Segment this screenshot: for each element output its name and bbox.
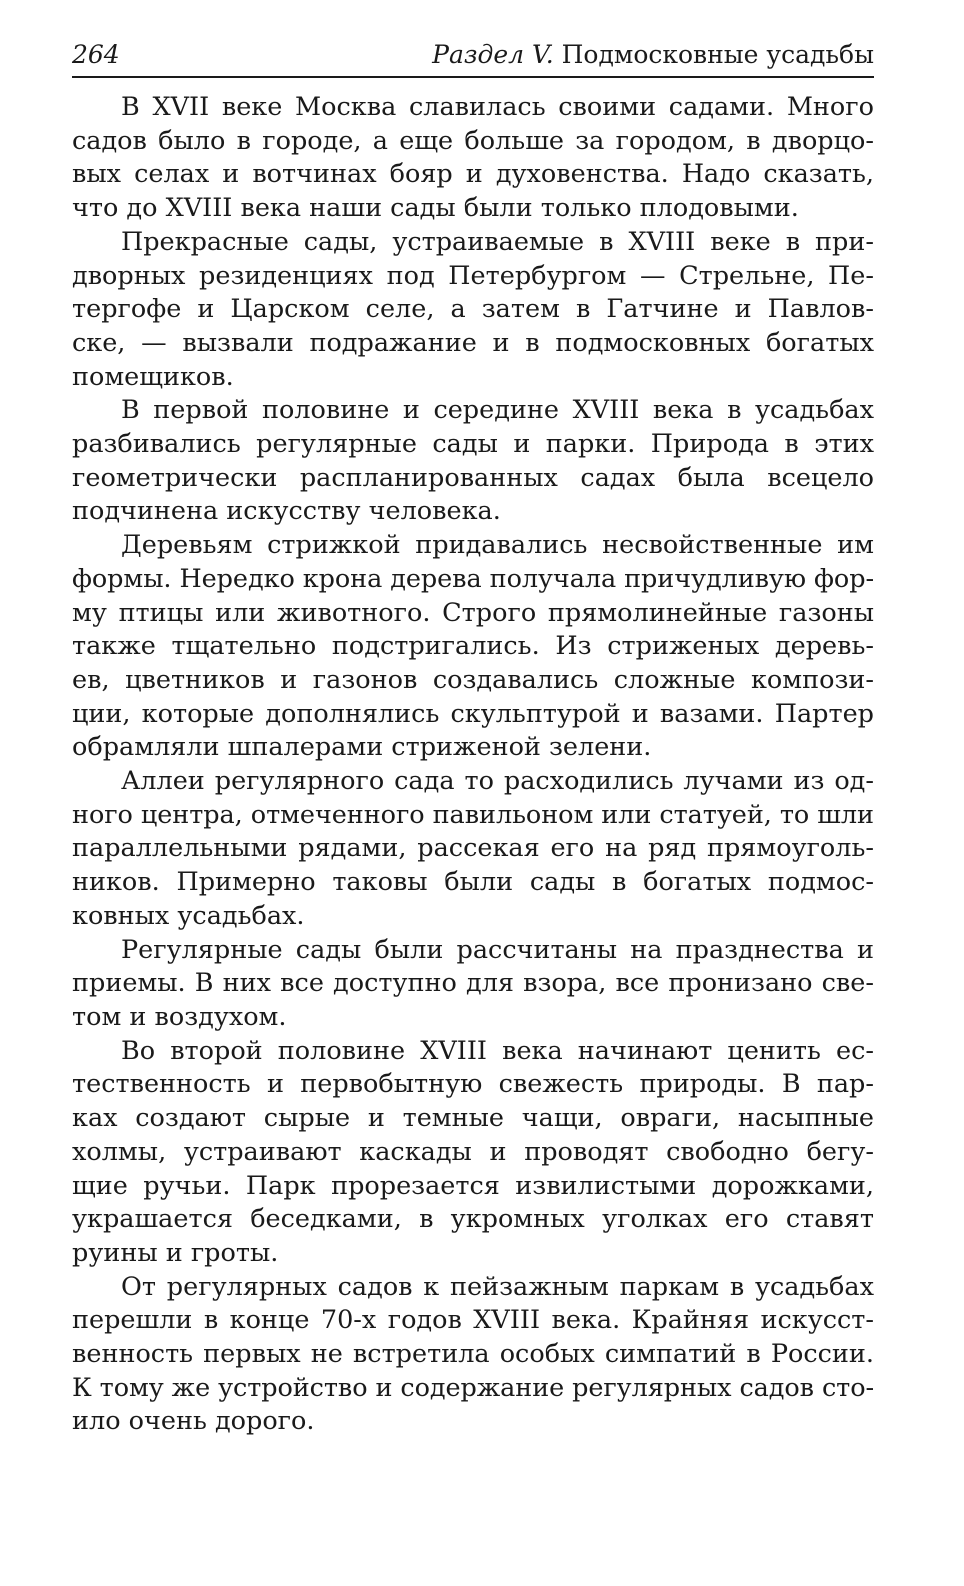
text-line: ске, — вызвали подражание и в подмосковных богатых [72,327,874,358]
paragraph [72,529,874,765]
text-line: В XVII веке Москва славилась своими садами. Много [121,92,874,122]
page-number: 264 [72,40,120,69]
text-line: ции, которые дополнялись скульптурой и вазами. Партер [72,698,874,729]
text-line: Во второй половине XVIII века начинают ценить ес- [121,1035,874,1066]
text-line: том и воздухом. [72,1001,287,1032]
text-line: му птицы или животного. Строго прямолинейные газоны [72,597,874,628]
paragraph [72,226,874,395]
text-line: ковных усадьбах. [72,900,305,931]
paragraph [72,1271,874,1440]
text-line: В первой половине и середине XVIII века в усадьбах [121,395,874,426]
text-line: холмы, устраивают каскады и проводят свободно бегу- [72,1136,874,1167]
text-line: К тому же устройство и содержание регулярных садов сто- [72,1372,874,1403]
section-heading [432,34,874,76]
text-line: тественность и первобытную свежесть природы. В пар- [72,1069,874,1100]
text-line: помещиков. [72,361,234,392]
text-line: также тщательно подстригались. Из стриженых деревь- [72,631,874,662]
text-line: геометрически распланированных садах была всецело [72,462,874,493]
paragraph [72,394,874,529]
text-line: обрамляли шпалерами стриженой зелени. [72,732,652,763]
text-line: Прекрасные сады, устраиваемые в XVIII веке в при- [121,226,874,257]
text-line: венность первых не встретила особых симпатий в России. [72,1339,874,1370]
text-line: Регулярные сады были рассчитаны на празднества и [121,934,874,965]
text-line: украшается беседками, в укромных уголках его ставят [72,1204,874,1235]
text-line: приемы. В них все доступно для взора, все пронизано све- [72,968,874,999]
text-line: дворных резиденциях под Петербургом — Стрельне, Пе- [72,260,874,291]
paragraph [72,765,874,934]
text-line: формы. Нередко крона дерева получала причудливую фор- [72,563,874,594]
text-line: разбивались регулярные сады и парки. Природа в этих [72,429,874,460]
text-line: ников. Примерно таковы были сады в богатых подмос- [72,867,874,898]
text-line: что до XVIII века наши сады были только плодовыми. [72,193,799,224]
body-text [72,91,874,1439]
book-page [72,34,874,1439]
paragraph [72,91,874,226]
text-line: садов было в городе, а еще больше за городом, в дворцо- [72,125,874,156]
paragraph [72,934,874,1035]
text-line: ного центра, отмеченного павильоном или статуей, то шли [72,799,875,830]
text-line: тергофе и Царском селе, а затем в Гатчине и Павлов- [72,294,874,325]
text-line: перешли в конце 70-х годов XVIII века. Крайняя искусст- [72,1305,874,1336]
section-title: Подмосковные усадьбы [561,40,874,69]
section-label: Раздел V. [432,40,554,69]
text-line: От регулярных садов к пейзажным паркам в усадьбах [121,1271,874,1302]
running-header [72,34,874,78]
paragraph [72,1035,874,1271]
text-line: ило очень дорого. [72,1406,315,1437]
text-line: Аллеи регулярного сада то расходились лучами из од- [121,766,874,797]
text-line: руины и гроты. [72,1237,279,1268]
text-line: вых селах и вотчинах бояр и духовенства. Надо сказать, [72,159,874,190]
text-line: ках создают сырые и темные чащи, овраги, насыпные [72,1103,874,1134]
text-line: ев, цветников и газонов создавались сложные компози- [72,664,874,695]
text-line: Деревьям стрижкой придавались несвойственные им [121,530,874,561]
text-line: подчинена искусству человека. [72,496,501,527]
text-line: щие ручьи. Парк прорезается извилистыми дорожками, [72,1170,874,1201]
text-line: параллельными рядами, рассекая его на ряд прямоуголь- [72,833,874,864]
